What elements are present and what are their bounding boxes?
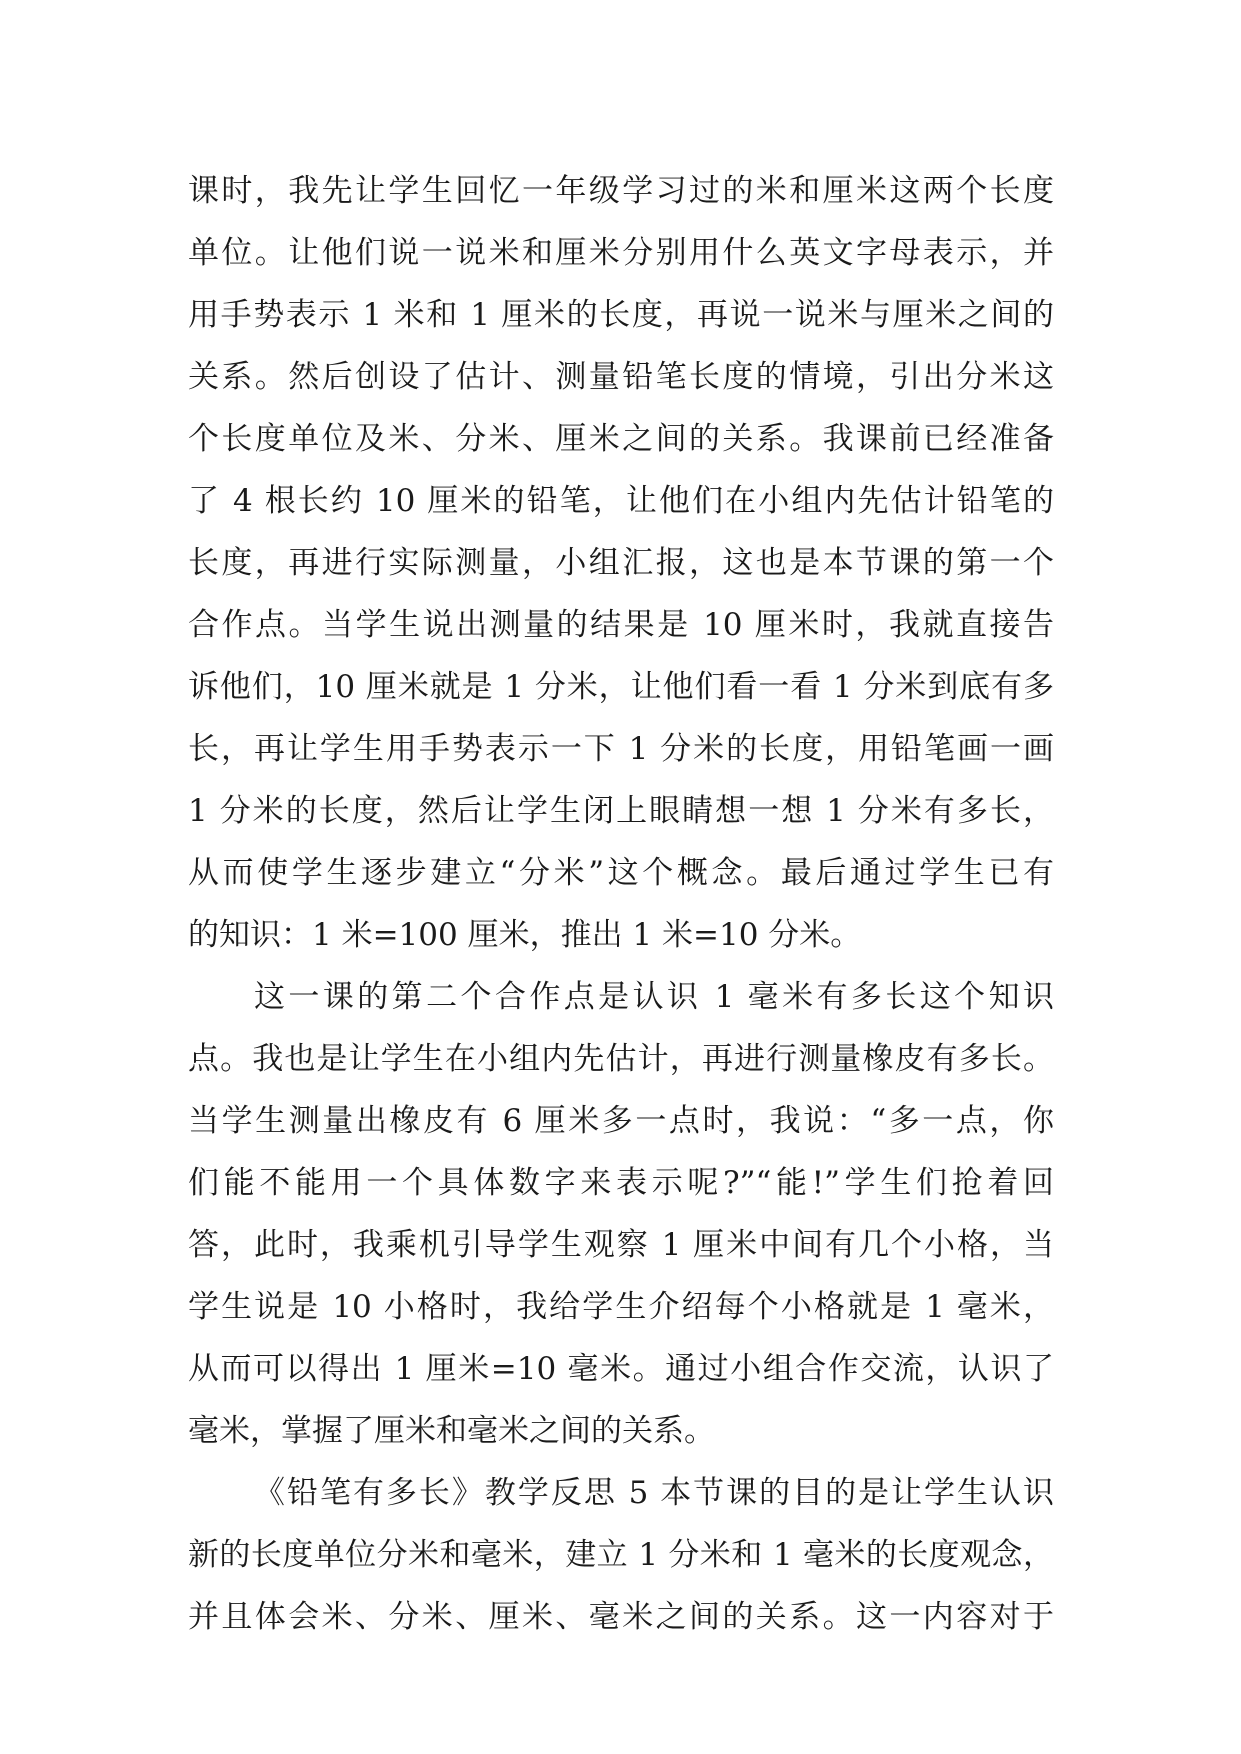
paragraph-3 xyxy=(188,1462,1054,1648)
text-line: 合作点。当学生说出测量的结果是 10 厘米时，我就直接告 xyxy=(188,607,1054,643)
text-line: 单位。让他们说一说米和厘米分别用什么英文字母表示，并 xyxy=(188,235,1054,271)
text-line: 1 分米的长度，然后让学生闭上眼睛想一想 1 分米有多长， xyxy=(188,793,1054,829)
text-line: 长度，再进行实际测量，小组汇报，这也是本节课的第一个 xyxy=(188,545,1054,581)
text-line: 诉他们，10 厘米就是 1 分米，让他们看一看 1 分米到底有多 xyxy=(188,669,1054,705)
text-line: 们能不能用一个具体数字来表示呢?”“能!”学生们抢着回 xyxy=(188,1165,1054,1201)
text-line: 的知识：1 米=100 厘米，推出 1 米=10 分米。 xyxy=(188,917,862,953)
text-line: 从而可以得出 1 厘米=10 毫米。通过小组合作交流，认识了 xyxy=(188,1351,1054,1387)
text-line: 当学生测量出橡皮有 6 厘米多一点时，我说：“多一点，你 xyxy=(188,1103,1054,1139)
text-line: 长，再让学生用手势表示一下 1 分米的长度，用铅笔画一画 xyxy=(188,731,1054,767)
text-line: 答，此时，我乘机引导学生观察 1 厘米中间有几个小格，当 xyxy=(188,1227,1054,1263)
text-line: 关系。然后创设了估计、测量铅笔长度的情境，引出分米这 xyxy=(188,359,1054,395)
text-line: 点。我也是让学生在小组内先估计，再进行测量橡皮有多长。 xyxy=(188,1041,1054,1077)
text-line: 个长度单位及米、分米、厘米之间的关系。我课前已经准备 xyxy=(188,421,1054,457)
text-line: 了 4 根长约 10 厘米的铅笔，让他们在小组内先估计铅笔的 xyxy=(188,483,1054,519)
text-line: 新的长度单位分米和毫米，建立 1 分米和 1 毫米的长度观念， xyxy=(188,1537,1054,1573)
document-body xyxy=(188,160,1054,1648)
paragraph-2 xyxy=(188,966,1054,1462)
paragraph-1 xyxy=(188,160,1054,966)
text-line: 课时，我先让学生回忆一年级学习过的米和厘米这两个长度 xyxy=(188,173,1054,209)
text-line: 用手势表示 1 米和 1 厘米的长度，再说一说米与厘米之间的 xyxy=(188,297,1054,333)
text-line: 《铅笔有多长》教学反思 5 本节课的目的是让学生认识 xyxy=(254,1475,1054,1511)
text-line: 并且体会米、分米、厘米、毫米之间的关系。这一内容对于 xyxy=(188,1599,1054,1635)
text-line: 学生说是 10 小格时，我给学生介绍每个小格就是 1 毫米， xyxy=(188,1289,1054,1325)
text-line: 毫米，掌握了厘米和毫米之间的关系。 xyxy=(188,1413,715,1449)
text-line: 从而使学生逐步建立“分米”这个概念。最后通过学生已有 xyxy=(188,855,1054,891)
text-line: 这一课的第二个合作点是认识 1 毫米有多长这个知识 xyxy=(254,979,1054,1015)
